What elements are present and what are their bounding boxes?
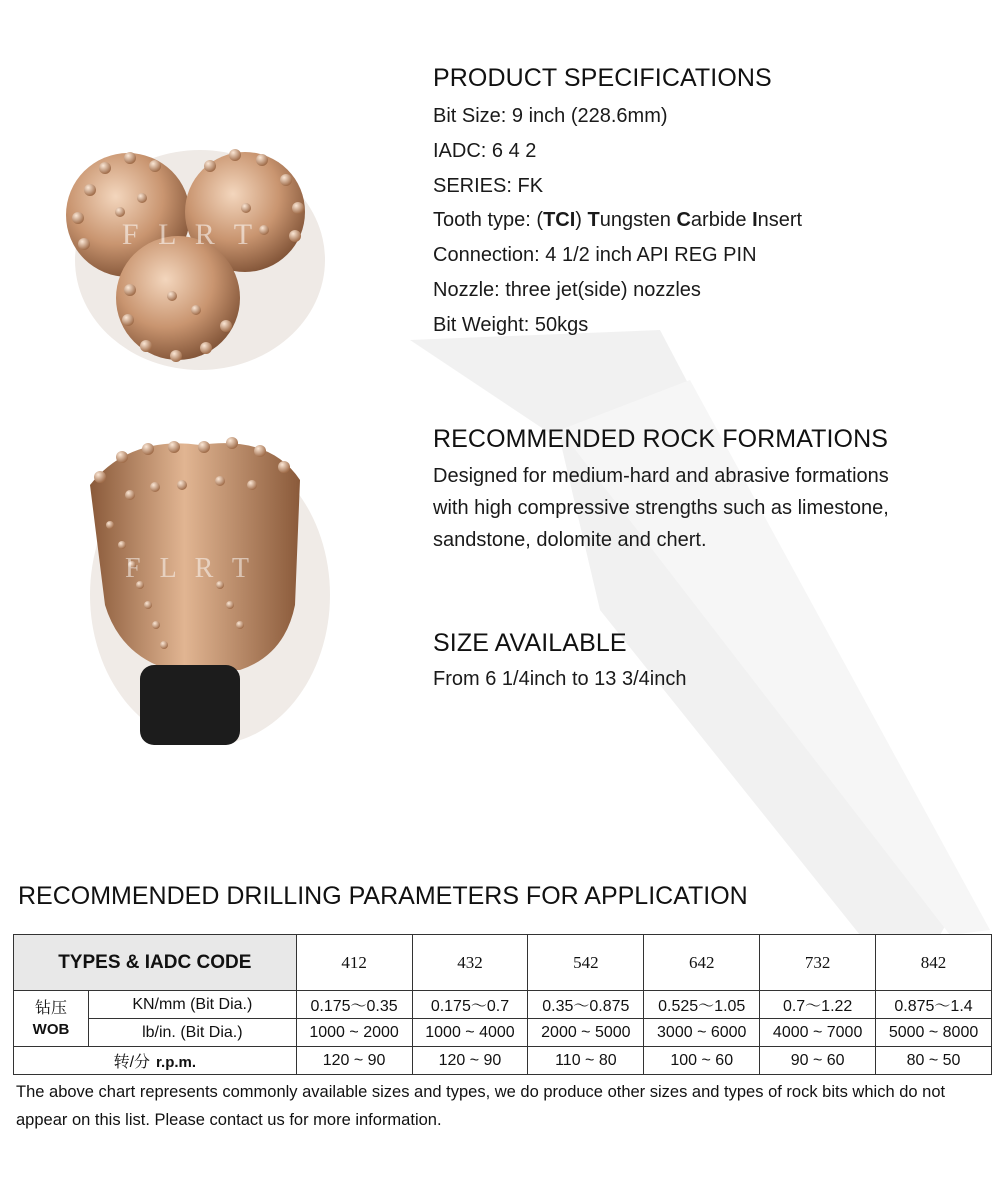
drilling-parameters-title: RECOMMENDED DRILLING PARAMETERS FOR APPLICATION <box>18 882 748 910</box>
rpm-value-cell: 80 ~ 50 <box>876 1047 992 1075</box>
footnote-line-2: appear on this list. Please contact us for more information. <box>16 1111 442 1129</box>
rpm-value-cell: 120 ~ 90 <box>296 1047 412 1075</box>
rpm-label-cell <box>14 1047 297 1075</box>
tooth-t: T <box>587 209 600 232</box>
lb-value-cell: 1000 ~ 2000 <box>296 1019 412 1047</box>
kn-unit-label: KN/mm (Bit Dia.) <box>89 991 297 1019</box>
spec-nozzle: Nozzle: three jet(side) nozzles <box>433 278 701 301</box>
lb-value-cell: 2000 ~ 5000 <box>528 1019 644 1047</box>
size-available-title: SIZE AVAILABLE <box>433 629 627 657</box>
footnote-text <box>16 1078 991 1134</box>
kn-value-cell: 0.875～1.4 <box>876 991 992 1019</box>
iadc-code-cell: 542 <box>528 935 644 991</box>
rpm-cn-label: 转/分 <box>113 1054 151 1071</box>
tooth-abbr: TCI <box>543 209 576 232</box>
tooth-t-rest: ungsten <box>599 209 677 232</box>
table-row-lb <box>14 1019 992 1047</box>
types-iadc-header: TYPES & IADC CODE <box>14 935 297 991</box>
tooth-c: C <box>676 209 691 232</box>
rpm-value-cell: 110 ~ 80 <box>528 1047 644 1075</box>
tooth-c-rest: arbide <box>690 209 753 232</box>
lb-value-cell: 5000 ~ 8000 <box>876 1019 992 1047</box>
spec-bit-size: Bit Size: 9 inch (228.6mm) <box>433 105 668 127</box>
kn-value-cell: 0.175～0.35 <box>296 991 412 1019</box>
size-available-section <box>433 629 973 694</box>
product-specifications-section <box>433 64 973 343</box>
lb-unit-label: lb/in. (Bit Dia.) <box>89 1019 297 1047</box>
rock-bit-side-view-image <box>70 425 330 755</box>
rock-formations-text <box>433 460 973 556</box>
footnote-line-1: The above chart represents commonly available sizes and types, we do produce other sizes and types of rock bits which do not <box>16 1083 946 1101</box>
table-row-rpm <box>14 1047 992 1075</box>
drilling-parameters-table <box>13 934 992 1075</box>
watermark-logo-bottom: F L R T <box>125 553 255 584</box>
rock-formations-title: RECOMMENDED ROCK FORMATIONS <box>433 425 889 453</box>
rock-bit-top-view-image <box>50 120 330 380</box>
watermark-logo-top: F L R T <box>121 218 259 251</box>
iadc-code-cell: 432 <box>412 935 528 991</box>
tooth-i: I <box>752 209 758 232</box>
spec-tooth-type <box>433 203 973 238</box>
rock-line-2: with high compressive strengths such as limestone, <box>433 497 889 519</box>
spec-bit-weight: Bit Weight: 50kgs <box>433 313 589 336</box>
spec-series: SERIES: FK <box>433 174 544 197</box>
rpm-value-cell: 90 ~ 60 <box>760 1047 876 1075</box>
product-specifications-title: PRODUCT SPECIFICATIONS <box>433 64 772 92</box>
rock-line-3: sandstone, dolomite and chert. <box>433 529 707 551</box>
kn-value-cell: 0.35～0.875 <box>528 991 644 1019</box>
spec-iadc: IADC: 6 4 2 <box>433 139 537 162</box>
table-row-kn <box>14 991 992 1019</box>
rpm-value-cell: 100 ~ 60 <box>644 1047 760 1075</box>
lb-value-cell: 3000 ~ 6000 <box>644 1019 760 1047</box>
lb-value-cell: 4000 ~ 7000 <box>760 1019 876 1047</box>
tooth-i-rest: nsert <box>757 209 803 232</box>
rock-line-1: Designed for medium-hard and abrasive formations <box>433 465 889 487</box>
iadc-code-cell: 842 <box>876 935 992 991</box>
kn-value-cell: 0.525～1.05 <box>644 991 760 1019</box>
iadc-code-cell: 412 <box>296 935 412 991</box>
kn-value-cell: 0.7～1.22 <box>760 991 876 1019</box>
wob-en-label: WOB <box>32 1020 70 1038</box>
wob-cn-label: 钻压 <box>34 999 67 1017</box>
kn-value-cell: 0.175～0.7 <box>412 991 528 1019</box>
size-available-text: From 6 1/4inch to 13 3/4inch <box>433 668 687 690</box>
spec-connection: Connection: 4 1/2 inch API REG PIN <box>433 244 757 267</box>
lb-value-cell: 1000 ~ 4000 <box>412 1019 528 1047</box>
wob-label-cell <box>14 991 89 1047</box>
iadc-code-cell: 642 <box>644 935 760 991</box>
tooth-close: ) <box>575 209 588 232</box>
iadc-code-cell: 732 <box>760 935 876 991</box>
tooth-prefix: Tooth type: ( <box>433 209 544 232</box>
rock-formations-section <box>433 425 973 556</box>
rpm-value-cell: 120 ~ 90 <box>412 1047 528 1075</box>
table-row-codes <box>14 935 992 991</box>
rpm-en-label: r.p.m. <box>156 1054 197 1071</box>
